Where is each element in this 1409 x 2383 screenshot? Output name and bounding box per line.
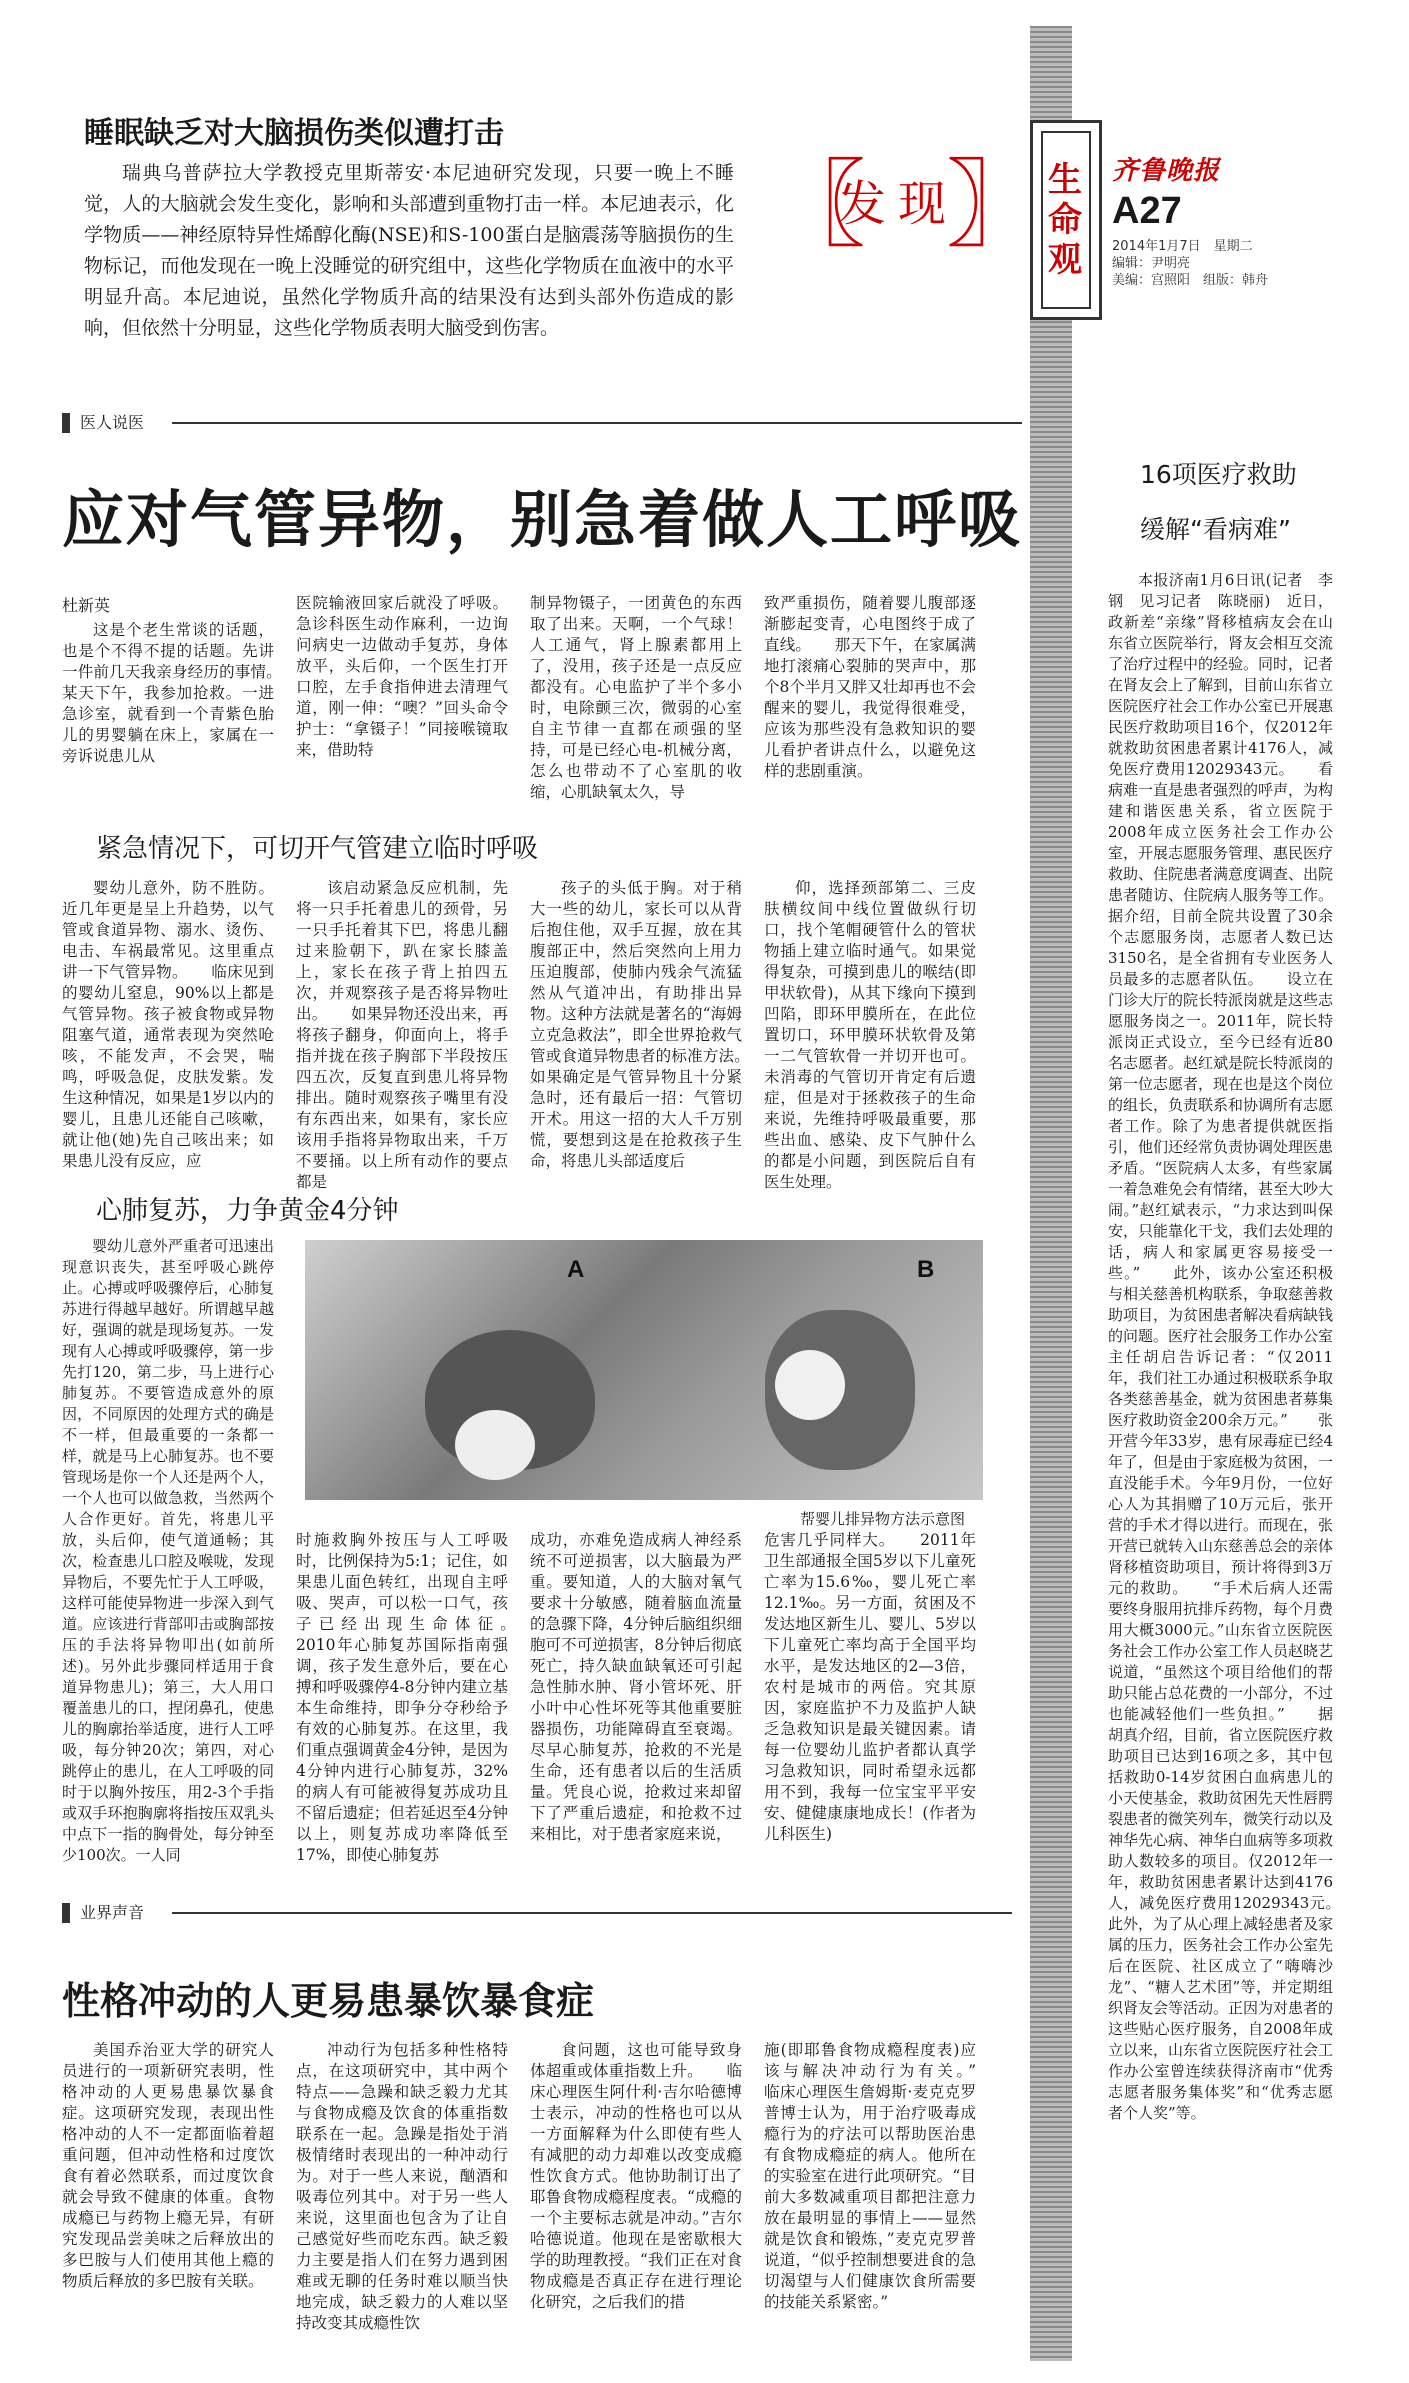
main-intro-col-4: 致严重损伤，随着婴儿腹部逐渐膨起变青，心电图终于成了直线。 那天下午，在家属满地打滚痛心裂肺的哭声中，那个8个半月又胖又壮却再也不会醒来的婴儿，我觉得很难受，应该为那些没有急救知识的婴儿看护者讲点什么，以避免这样的悲剧重演。 xyxy=(764,594,976,780)
right-article-title-line1: 16项医疗救助 xyxy=(1140,460,1297,489)
publication-date: 2014年1月7日 星期二 xyxy=(1112,239,1253,254)
right-article-body: 本报济南1月6日讯(记者 李钢 见习记者 陈晓丽) 近日，政新差“亲缘”肾移植病友会在山东省立医院举行，肾友会相互交流了治疗过程中的经验。同时，记者在肾友会上了解到，目前山东省立医院医疗社会工作办公室已开展惠民医疗救助项目16个，仅2012年就救助贫困患者累计4176人，减免医疗费用12029343元。 看病难一直是患者强烈的呼声，为构建和谐医患关系，省立医院于2008年成立医务社会工作办公室，开展志愿服务管理、惠民医疗救助、住院患者满意度调查、出院患者随访、住院病人服务等工作。据介绍，目前全院共设置了30余个志愿服务岗，志愿者人数已达3150名，是全省拥有专业医务人员最多的志愿者队伍。 设立在门诊大厅的院长特派岗就是这些志愿服务岗之一。2011年，院长特派岗正式设立，至今已经有近80名志愿者。赵红斌是院长特派岗的第一位志愿者，现在也是这个岗位的组长，负责联系和协调所有志愿者工作。除了为患者提供就医指引，他们还经常负责协调处理医患矛盾。“医院病人太多，有些家属一着急难免会有情绪，甚至大吵大闹。”赵红斌表示，“力求达到叫保安，只能靠化干戈，我们去处理的话，病人和家属更容易接受一些。” 此外，该办公室还积极与相关慈善机构联系，争取慈善救助项目，为贫困患者解决看病缺钱的问题。医疗社会服务工作办公室主任胡启告诉记者：“仅2011年，我们社工办通过积极联系争取各类慈善基金，就为贫困患者募集医疗救助资金200余万元。” 张开营今年33岁，患有尿毒症已经4年了，但是由于家庭极为贫困，一直没能手术。今年9月份，一位好心人为其捐赠了10万元后，张开营的手术才得以进行。而现在，张开营已就转入山东慈善总会的亲体肾移植资助项目，预计将得到3万元的救助。 “手术后病人还需要终身服用抗排斥药物，每个月费用大概3000元。”山东省立医院医务社会工作办公室工作人员赵晓艺说道，“虽然这个项目给他们的帮助只能占总花费的一小部分，不过也能减轻他们一些负担。” 据胡真介绍，目前，省立医院医疗救助项目已达到16项之多，其中包括救助0-14岁贫困白血病患儿的小天使基金，救助贫困先天性唇腭裂患者的微笑列车，微笑行动以及神华先心病、神华白血病等多项救助人数较多的项目。仅2012年一年，救助贫困患者累计达到4176人，减免医疗费用12029343元。 此外，为了从心理上减轻患者及家属的压力，医务社会工作办公室先后在医院、社区成立了“嗨嗨沙龙”、“糖人艺术团”等，并定期组织肾友会等活动。正因为对患者的这些贴心医疗服务，自2008年成立以来，山东省立医院医疗社会工作办公室曾连续获得济南市“优秀志愿者服务集体奖”和“优秀志愿者个人奖”等。 xyxy=(1108,571,1364,2122)
section1-col-2: 该启动紧急反应机制，先将一只手托着患儿的颈骨，另一只手托着其下巴，将患儿翻过来脸朝下，趴在家长膝盖上，家长在孩子背上拍四五次，并观察孩子是否将异物吐出。 如果异物还没出来，再将孩子翻身，仰面向上，将手指并拢在孩子胸部下半段按压四五次，反复直到患儿将异物排出。随时观察孩子嘴里有没有东西出来，如果有，家长应该用手指将异物取出来，千万不要捅。以上所有动作的要点都是 xyxy=(296,879,508,1191)
bottom-col-2: 冲动行为包括多种性格特点，在这项研究中，其中两个特点——急躁和缺乏毅力尤其与食物成瘾及饮食的体重指数联系在一起。急躁是指处于消极情绪时表现出的一种冲动行为。对于一些人来说，酗酒和吸毒位列其中。对于另一些人来说，这里面也包含为了让自己感觉好些而吃东西。缺乏毅力主要是指人们在努力遇到困难或无聊的任务时难以顺当快地完成，缺乏毅力的人难以坚持改变其成瘾性饮 xyxy=(296,2041,508,2332)
section2-col-4: 危害几乎同样大。 2011年卫生部通报全国5岁以下儿童死亡率为15.6‰，婴儿死亡率12.1‰。另一方面，贫困及不发达地区新生儿、婴儿、5岁以下儿童死亡率均高于全国平均水平，是发达地区的2—3倍，农村是城市的两倍。究其原因，家庭监护不力及监护人缺乏急救知识是最关键因素。请每一位婴幼儿监护者都认真学习急救知识，同时希望永远都用不到，我每一位宝宝平平安安、健健康康地成长！(作者为儿科医生) xyxy=(764,1531,976,1843)
infant-first-aid-figure xyxy=(305,1240,983,1500)
bottom-col-3: 食问题，这也可能导致身体超重或体重指数上升。 临床心理医生阿什利·吉尔哈德博士表示，冲动的性格也可以从一方面解释为什么即使有些人有减肥的动力却难以改变成瘾性饮食方式。他协助制订出了耶鲁食物成瘾程度表。“成瘾的一个主要标志就是冲动。”吉尔哈德说道。他现在是密歇根大学的助理教授。“我们正在对食物成瘾是否真正存在进行理论化研究，之后我们的措 xyxy=(530,2041,742,2311)
figure-a-infant xyxy=(455,1410,535,1480)
decorative-border-band xyxy=(1030,26,1072,2361)
main-intro-col-1: 这是个老生常谈的话题，也是个不得不提的话题。先讲一件前几天我亲身经历的事情。 某天下午，我参加抢救。一进急诊室，就看到一个青紫色胎儿的男婴躺在床上，家属在一旁诉说患儿从 xyxy=(62,621,306,765)
section1-col-1: 婴幼儿意外，防不胜防。近几年更是呈上升趋势，以气管或食道异物、溺水、烫伤、电击、车祸最常见。这里重点讲一下气管异物。 临床见到的婴幼儿窒息，90%以上都是气管异物。孩子被食物或异物阻塞气道，通常表现为突然呛咳，不能发声，不会哭，喘鸣，呼吸急促，皮肤发紫。发生这种情况，如果是1岁以内的婴儿，且患儿还能自己咳嗽，就让他(她)先自己咳出来；如果患儿没有反应，应 xyxy=(62,879,274,1170)
label-rule xyxy=(172,422,1022,424)
publication-info xyxy=(1112,238,1268,289)
right-article-title-line2: 缓解“看病难” xyxy=(1140,515,1291,544)
sleep-article-title: 睡眠缺乏对大脑损伤类似遭打击 xyxy=(84,116,504,151)
section1-col-4: 仰，选择颈部第二、三皮肤横纹间中线位置做纵行切口，找个笔帽硬管什么的管状物插上建立临时通气。如果觉得复杂，可摸到患儿的喉结(即甲状软骨)，从其下缘向下摸到凹陷，即环甲膜所在，在此位置切口，环甲膜环状软骨及第一二气管软骨一并切开也可。未消毒的气管切开肯定有后遗症，但是对于拯救孩子的生命来说，先维持呼吸最重要，那些出血、感染、皮下气肿什么的都是小问题，到医院后自有医生处理。 xyxy=(764,879,976,1191)
bottom-col-4: 施(即耶鲁食物成瘾程度表)应该与解决冲动行为有关。” 临床心理医生詹姆斯·麦克克罗普博士认为，用于治疗吸毒成瘾行为的疗法可以帮助医治患有食物成瘾症的病人。他所在的实验室在进行此项研究。“目前大多数减重项目都把注意力放在最明显的事情上——显然就是饮食和锻炼，”麦克克罗普说道，“似乎控制想要进食的急切渴望与人们健康饮食所需要的技能关系紧密。” xyxy=(764,2041,1008,2311)
section2-col-2: 时施救胸外按压与人工呼吸时，比例保持为5:1；记住，如果患儿面色转红，出现自主呼吸、哭声，可以松一口气，孩子已经出现生命体征。 2010年心肺复苏国际指南强调，孩子发生意外后，要在心搏和呼吸骤停4-8分钟内建立基本生命维持，即争分夺秒给予有效的心肺复苏。在这里，我们重点强调黄金4分钟，是因为4分钟内进行心肺复苏，32%的病人有可能被得复苏成功且不留后遗症；但若延迟至4分钟以上，则复苏成功率降低至17%，即使心肺复苏 xyxy=(296,1531,540,1864)
page-number: A27 xyxy=(1112,190,1182,232)
figure-label-a: A xyxy=(567,1256,585,1283)
figure-b-infant xyxy=(775,1350,845,1420)
editor-credit: 编辑：尹明亮 xyxy=(1112,256,1191,271)
article-author: 杜新英 xyxy=(62,596,111,615)
bottom-label-rule xyxy=(172,1912,1012,1914)
bottom-col-1: 美国乔治亚大学的研究人员进行的一项新研究表明，性格冲动的人更易患暴饮暴食症。这项研究发现，表现出性格冲动的人不一定都面临着超重问题，但冲动性格和过度饮食有着必然联系，而过度饮食就会导致不健康的体重。食物成瘾已与药物上瘾无异，有研究发现品尝美味之后释放出的多巴胺与人们使用其他上瘾的物质后释放的多巴胺有关联。 xyxy=(62,2041,274,2290)
main-intro-col-2: 医院输液回家后就没了呼吸。急诊科医生动作麻利，一边询问病史一边做动手复苏，身体放平，头后仰，一个医生打开口腔，左手食指伸进去清理气道，刚一伸：“噢？”回头命令护士：“拿镊子！”同接喉镜取来，借助特 xyxy=(296,594,508,759)
main-article-title: 应对气管异物，别急着做人工呼吸 xyxy=(62,483,1023,556)
section2-col-left: 婴幼儿意外严重者可迅速出现意识丧失，甚至呼吸心跳停止。心搏或呼吸骤停后，心肺复苏进行得越早越好。所谓越早越好，强调的就是现场复苏。一发现有人心搏或呼吸骤停，第一步先打120，第二步，马上进行心肺复苏。不要管造成意外的原因，不同原因的处理方式的确是不一样，但最重要的一条都一样，就是马上心肺复苏。也不要管现场是你一个人还是两个人，一个人也可以做急救，当然两个人合作更好。首先，将患儿平放，头后仰，使气道通畅；其次，检查患儿口腔及喉咙，发现异物后，不要先忙于人工呼吸，这样可能使异物进一步深入到气道。应该进行背部叩击或胸部按压的手法将异物叩出(如前所述)。另外此步骤同样适用于食道异物患儿)；第三，大人用口覆盖患儿的口，捏闭鼻孔，使患儿的胸廓抬举适度，进行人工呼吸，每分钟20次；第四，对心跳停止的患儿，在人工呼吸的同时于以胸外按压，用2-3个手指或双手环抱胸廓将指按压双乳头中点下一指的胸骨处，每分钟至少100次。一人同 xyxy=(62,1237,274,1864)
bottom-article-title: 性格冲动的人更易患暴饮暴食症 xyxy=(62,1979,595,2023)
right-bracket-icon: 〗 xyxy=(946,149,1042,261)
discover-tag-word: 发现 xyxy=(837,176,958,232)
sleep-article-body: 瑞典乌普萨拉大学教授克里斯蒂安·本尼迪研究发现，只要一晚上不睡觉，人的大脑就会发生变化，影响和头部遭到重物打击一样。本尼迪表示，化学物质——神经原特异性烯醇化酶(NSE)和S-100蛋白是脑震荡等脑损伤的生物标记，而他发现在一晚上没睡觉的研究组中，这些化学物质在血液中的水平明显升高。本尼迪说，虽然化学物质升高的结果没有达到头部外伤造成的影响，但依然十分明显，这些化学物质表明大脑受到伤害。 xyxy=(84,162,734,339)
newspaper-logo: 齐鲁晚报 xyxy=(1112,156,1221,186)
section1-heading: 紧急情况下，可切开气管建立临时呼吸 xyxy=(96,834,539,864)
section2-col-3: 成功，亦难免造成病人神经系统不可逆损害，以大脑最为严重。要知道，人的大脑对氧气要求十分敏感，随着脑血流量的急骤下降，4分钟后脑组织细胞可不可逆损害，8分钟后彻底死亡，持久缺血缺氧还可引起急性肺水肿、肾小管坏死、肝小叶中心性坏死等其他重要脏器损伤，功能障碍直至衰竭。尽早心肺复苏，抢救的不光是生命，还有患者以后的生活质量。凭良心说，抢救过来却留下了严重后遗症，和抢救不过来相比，对于患者家庭来说， xyxy=(530,1531,742,1843)
art-editor-credit: 美编：宫照阳 组版：韩舟 xyxy=(1112,273,1269,288)
column-label xyxy=(62,410,1022,436)
section1-col-3: 孩子的头低于胸。对于稍大一些的幼儿，家长可以从背后抱住他，双手互握，放在其腹部正中，然后突然向上用力压迫腹部，使肺内残余气流猛然从气道冲出，有助排出异物。这种方法就是著名的“海姆立克急救法”，即全世界抢救气管或食道异物患者的标准方法。 如果确定是气管异物且十分紧急时，还有最后一招：气管切开术。用这一招的大人千万别慌，要想到这是在抢救孩子生命，将患儿头部适度后 xyxy=(530,879,774,1170)
bottom-column-label-text: 业界声音 xyxy=(80,1903,145,1922)
discover-tag xyxy=(770,149,1042,265)
section2-heading: 心肺复苏，力争黄金4分钟 xyxy=(96,1196,399,1226)
main-intro-col-3: 制异物镊子，一团黄色的东西取了出来。天啊，一个气球！人工通气，肾上腺素都用上了，没用，孩子还是一点反应都没有。心电监护了半个多小时，电除颤三次，微弱的心室自主节律一直都在顽强的坚持，可是已经心电-机械分离，怎么也带动不了心室肌的收缩，心肌缺氧太久，导 xyxy=(530,594,742,801)
left-bracket-icon: 〖 xyxy=(770,149,866,261)
column-label-text: 医人说医 xyxy=(80,413,145,432)
section-name: 生命观 xyxy=(1048,160,1082,280)
bottom-column-label xyxy=(62,1900,1012,1926)
figure-label-b: B xyxy=(917,1256,935,1283)
figure-caption: 帮婴儿排异物方法示意图 xyxy=(800,1510,966,1528)
